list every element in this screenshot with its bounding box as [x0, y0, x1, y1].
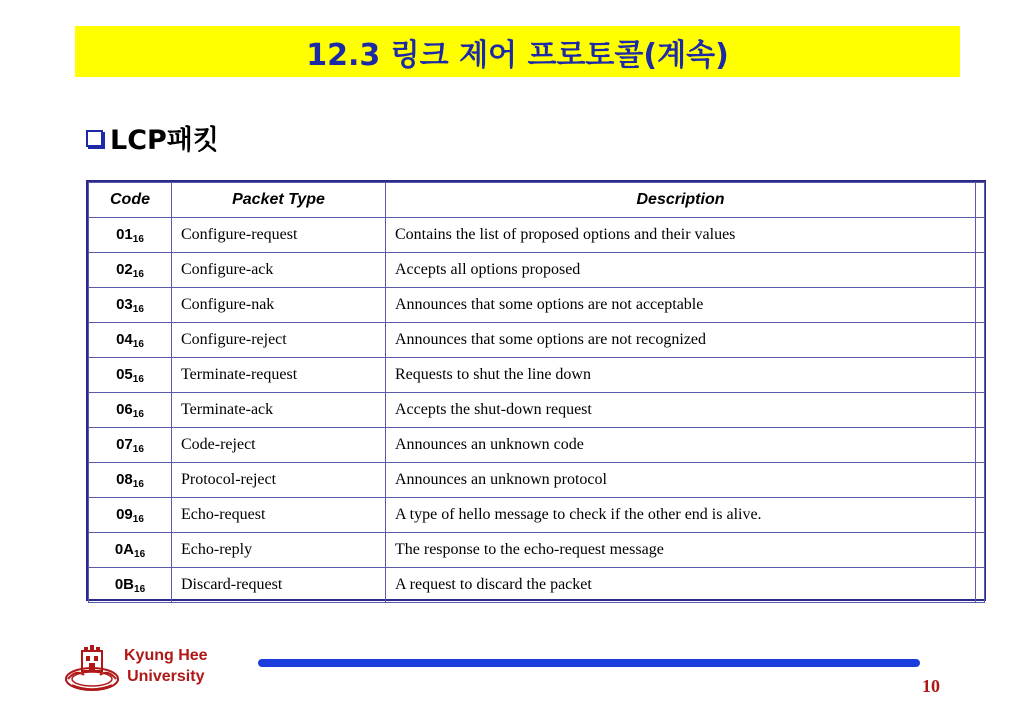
cell-code: [89, 568, 172, 603]
cell-code: [89, 428, 172, 463]
code-value: 03: [116, 295, 133, 313]
code-base: 16: [132, 513, 144, 525]
cell-code: [89, 218, 172, 253]
code-value: 02: [116, 260, 133, 278]
cell-spacer: [976, 358, 985, 393]
cell-spacer: [976, 498, 985, 533]
code-value: 0B: [114, 575, 135, 593]
checkbox-bullet-icon: [86, 130, 103, 147]
code-value: 09: [116, 505, 133, 523]
code-value: 01: [116, 225, 133, 243]
code-base: 16: [132, 478, 144, 490]
cell-description: A request to discard the packet: [386, 568, 976, 603]
code-base: 16: [132, 303, 144, 315]
cell-packet-type: Terminate-request: [172, 358, 386, 393]
cell-description: The response to the echo-request message: [386, 533, 976, 568]
code-base: 16: [132, 268, 144, 280]
cell-code: [89, 323, 172, 358]
university-seal-icon: [62, 643, 122, 693]
code-base: 16: [132, 338, 144, 350]
code-base: 16: [134, 583, 146, 595]
code-base: 16: [134, 548, 146, 560]
table-row: [89, 533, 985, 568]
title-bar: [75, 26, 960, 77]
code-base: 16: [132, 408, 144, 420]
table-row: [89, 358, 985, 393]
cell-spacer: [976, 253, 985, 288]
code-base: 16: [132, 373, 144, 385]
table-row: [89, 253, 985, 288]
cell-spacer: [976, 568, 985, 603]
cell-packet-type: Terminate-ack: [172, 393, 386, 428]
table-row: [89, 463, 985, 498]
cell-description: Accepts all options proposed: [386, 253, 976, 288]
table-row: [89, 323, 985, 358]
cell-code: [89, 533, 172, 568]
footer-divider: [258, 659, 920, 667]
lcp-packet-table: [86, 180, 986, 601]
code-value: 07: [116, 435, 133, 453]
cell-description: Requests to shut the line down: [386, 358, 976, 393]
cell-spacer: [976, 533, 985, 568]
cell-spacer: [976, 288, 985, 323]
table-row: [89, 568, 985, 603]
cell-code: [89, 288, 172, 323]
cell-packet-type: Configure-reject: [172, 323, 386, 358]
slide-title: 12.3 링크 제어 프로토콜(계속): [306, 37, 729, 73]
table-row: [89, 428, 985, 463]
table-header-row: [89, 183, 985, 218]
cell-packet-type: Echo-reply: [172, 533, 386, 568]
cell-code: [89, 358, 172, 393]
table-row: [89, 218, 985, 253]
table-row: [89, 498, 985, 533]
bullet-text: LCP패킷: [110, 125, 219, 156]
cell-packet-type: Echo-request: [172, 498, 386, 533]
university-line1: Kyung Hee: [124, 647, 208, 664]
code-value: 06: [116, 400, 133, 418]
cell-packet-type: Configure-request: [172, 218, 386, 253]
header-code: Code: [89, 183, 172, 218]
header-packet-type: Packet Type: [172, 183, 386, 218]
code-value: 05: [116, 365, 133, 383]
cell-description: A type of hello message to check if the other end is alive.: [386, 498, 976, 533]
cell-code: [89, 393, 172, 428]
cell-description: Contains the list of proposed options and their values: [386, 218, 976, 253]
cell-code: [89, 253, 172, 288]
cell-spacer: [976, 428, 985, 463]
cell-spacer: [976, 393, 985, 428]
table-row: [89, 288, 985, 323]
cell-code: [89, 498, 172, 533]
cell-spacer: [976, 218, 985, 253]
code-base: 16: [132, 233, 144, 245]
code-value: 0A: [114, 540, 135, 558]
cell-code: [89, 463, 172, 498]
cell-packet-type: Configure-nak: [172, 288, 386, 323]
cell-description: Announces that some options are not recognized: [386, 323, 976, 358]
cell-description: Announces an unknown code: [386, 428, 976, 463]
header-spacer: [976, 183, 985, 218]
header-description: Description: [386, 183, 976, 218]
cell-packet-type: Discard-request: [172, 568, 386, 603]
cell-packet-type: Code-reject: [172, 428, 386, 463]
table: [88, 182, 985, 603]
university-name: [124, 645, 208, 687]
cell-description: Accepts the shut-down request: [386, 393, 976, 428]
cell-spacer: [976, 323, 985, 358]
cell-description: Announces an unknown protocol: [386, 463, 976, 498]
cell-spacer: [976, 463, 985, 498]
table-row: [89, 393, 985, 428]
page-number: 10: [922, 676, 940, 696]
cell-packet-type: Protocol-reject: [172, 463, 386, 498]
table-body: [89, 218, 985, 603]
code-value: 04: [116, 330, 133, 348]
university-line2: University: [127, 668, 205, 685]
cell-packet-type: Configure-ack: [172, 253, 386, 288]
bullet-row: [86, 118, 219, 157]
cell-description: Announces that some options are not acceptable: [386, 288, 976, 323]
code-base: 16: [132, 443, 144, 455]
code-value: 08: [116, 470, 133, 488]
